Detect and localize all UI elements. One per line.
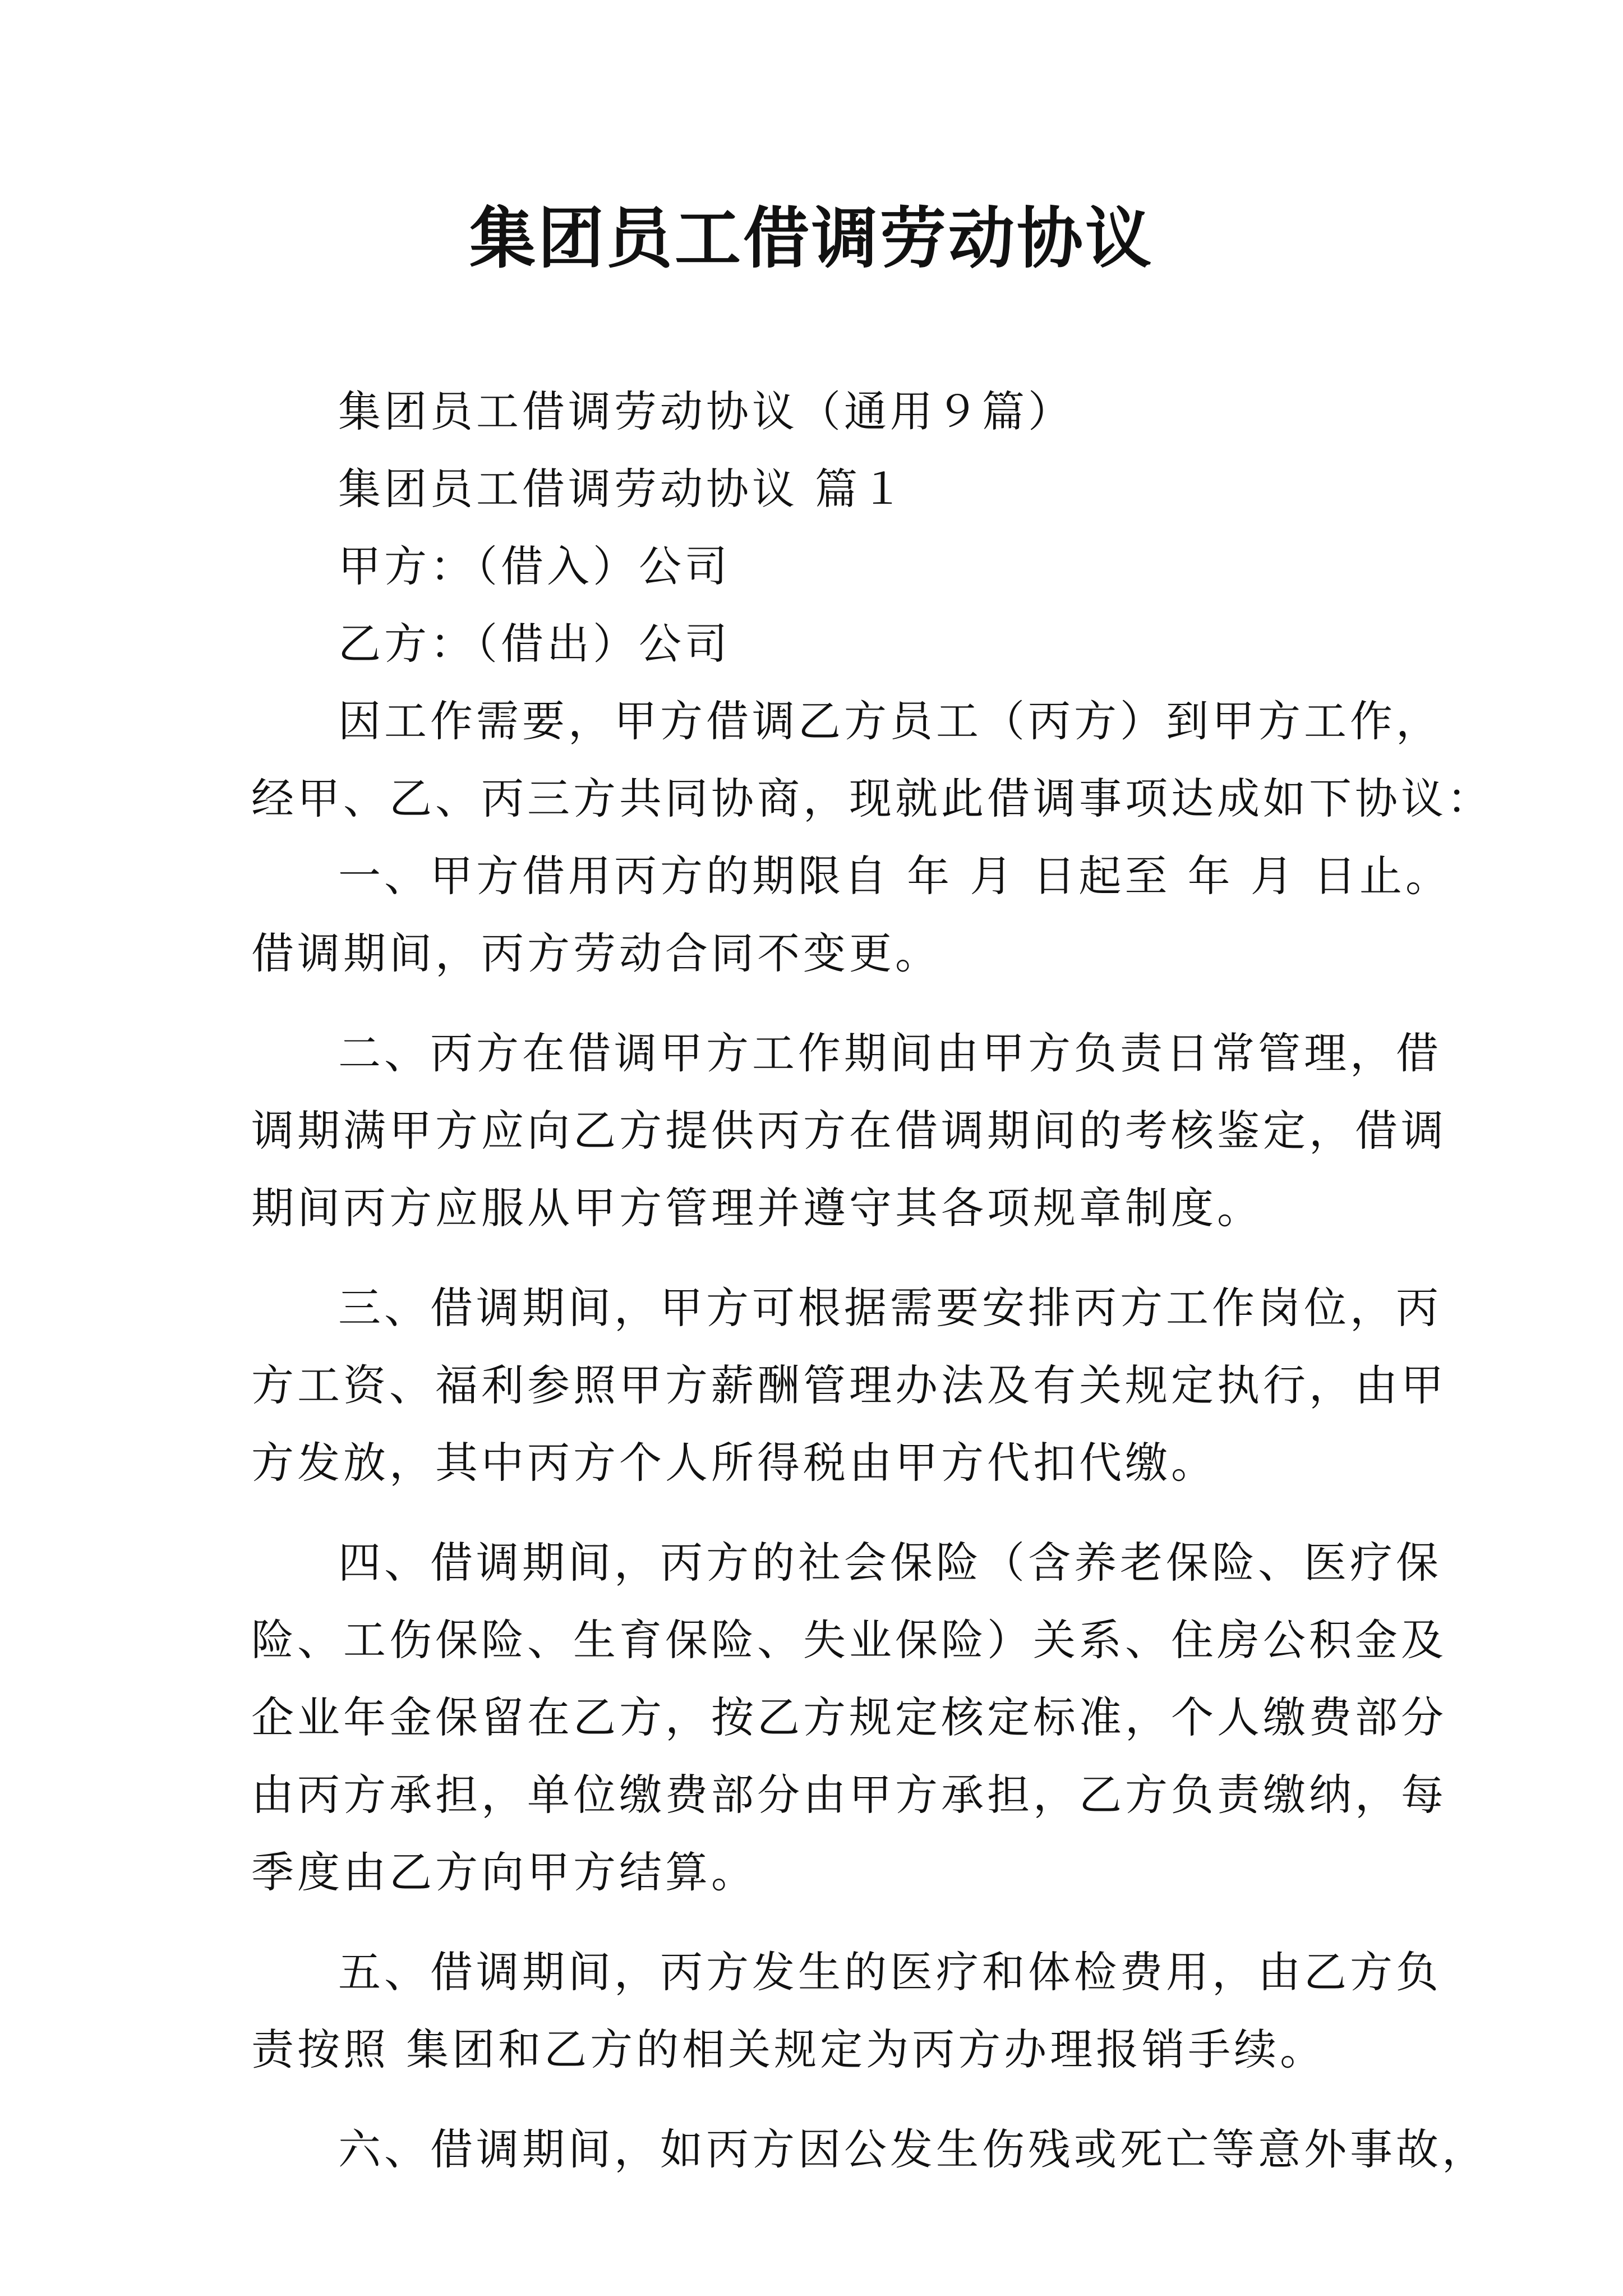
party-b-line: 乙方：（借出）公司 — [338, 619, 731, 669]
document-body — [251, 373, 1493, 2188]
paragraph-line: 六、借调期间，如丙方因公发生伤残或死亡等意外事故， — [338, 2124, 1488, 2174]
paragraph-line: 责按照 集团和乙方的相关规定为丙方办理报销手续。 — [251, 2024, 1326, 2074]
paragraph-line: 借调期间，丙方劳动合同不变更。 — [251, 928, 941, 978]
paragraph-line: 方发放，其中丙方个人所得税由甲方代扣代缴。 — [251, 1438, 1217, 1488]
paragraph — [251, 1015, 1447, 1247]
paragraph-line: 二、丙方在借调甲方工作期间由甲方负责日常管理，借 — [338, 1028, 1442, 1078]
paragraph-line: 五、借调期间，丙方发生的医疗和体检费用，由乙方负 — [338, 1947, 1442, 1997]
document-title: 集团员工借调劳动协议 — [469, 199, 1154, 277]
intro-line: 集团员工借调劳动协议 篇１ — [338, 464, 907, 514]
paragraph-line: 方工资、福利参照甲方薪酬管理办法及有关规定执行，由甲 — [251, 1360, 1447, 1410]
paragraph — [251, 838, 1451, 992]
party-a-line: 甲方：（借入）公司 — [338, 541, 731, 591]
paragraph-line: 经甲、乙、丙三方共同协商，现就此借调事项达成如下协议： — [251, 774, 1493, 823]
paragraph-line: 季度由乙方向甲方结算。 — [251, 1847, 757, 1897]
paragraph-line: 三、借调期间，甲方可根据需要安排丙方工作岗位，丙 — [338, 1283, 1442, 1333]
paragraph-line: 企业年金保留在乙方，按乙方规定核定标准，个人缴费部分 — [251, 1692, 1447, 1742]
paragraph — [251, 1934, 1442, 2088]
paragraph-line: 险、工伤保险、生育保险、失业保险）关系、住房公积金及 — [251, 1615, 1447, 1665]
paragraph-line: 四、借调期间，丙方的社会保险（含养老保险、医疗保 — [338, 1538, 1442, 1588]
paragraph-line: 由丙方承担，单位缴费部分由甲方承担，乙方负责缴纳，每 — [251, 1770, 1447, 1820]
intro-line: 集团员工借调劳动协议（通用９篇） — [338, 386, 1074, 436]
paragraph-line: 期间丙方应服从甲方管理并遵守其各项规章制度。 — [251, 1183, 1263, 1233]
paragraph — [251, 1524, 1447, 1911]
paragraph-line: 调期满甲方应向乙方提供丙方在借调期间的考核鉴定，借调 — [251, 1106, 1447, 1156]
paragraph-line: 一、甲方借用丙方的期限自 年 月 日起至 年 月 日止。 — [338, 851, 1451, 901]
paragraph — [251, 2111, 1488, 2188]
paragraph — [251, 1269, 1447, 1502]
paragraph-line: 因工作需要，甲方借调乙方员工（丙方）到甲方工作， — [338, 696, 1442, 746]
paragraph — [251, 683, 1493, 838]
